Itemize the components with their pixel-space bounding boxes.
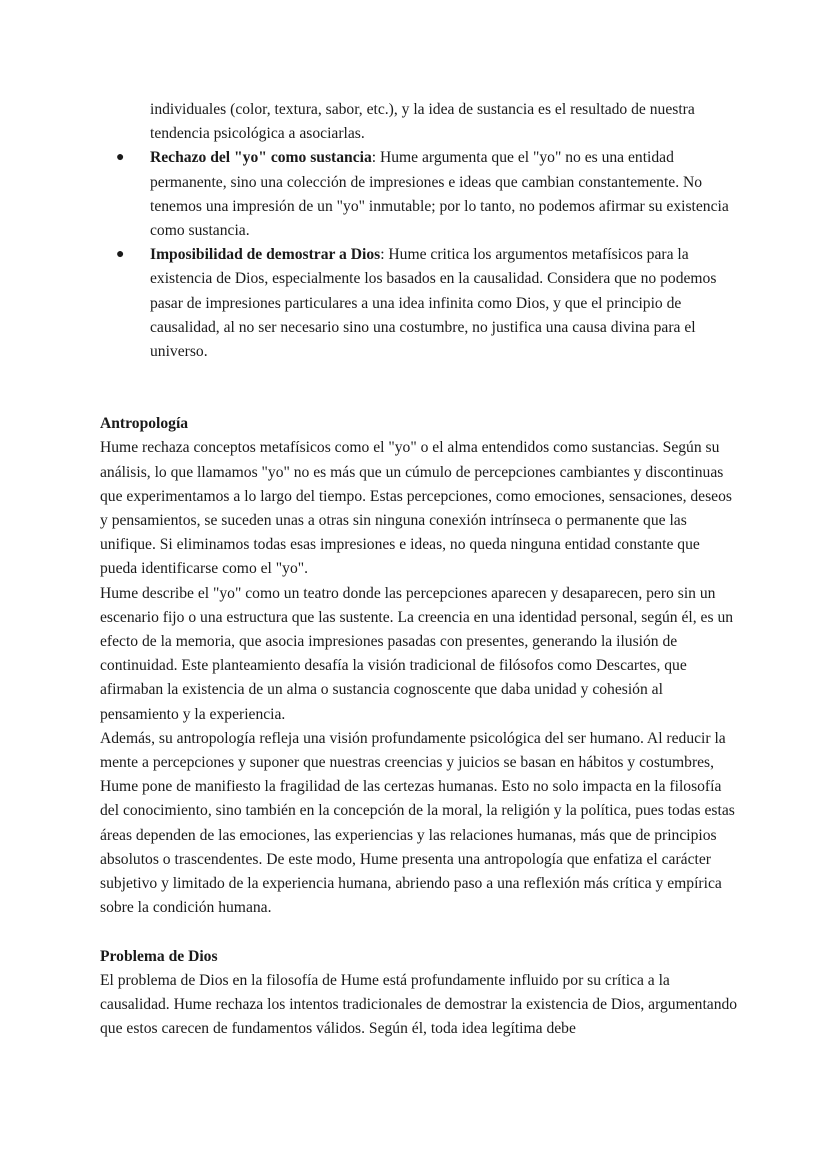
bullet-icon: ● — [116, 150, 125, 166]
bullet-list — [100, 146, 740, 364]
bullet-text: : Hume argumenta que el "yo" no es una entidad permanente, sino una colección de impresiones e ideas que cambian constantemente. No tenemos una impresión de un "yo" inmutable; por lo tanto, no podemos afirmar su existencia como sustancia. — [150, 149, 729, 240]
section-heading: Antropología — [100, 415, 189, 433]
bullet-text: : Hume critica los argumentos metafísicos para la existencia de Dios, especialmente los basados en la causalidad. Considera que no podemos pasar de impresiones particulares a una idea infinita como Dios, y que el principio de causalidad, al no ser necesario sino una costumbre, no justifica una causa divina para el universo. — [150, 246, 717, 361]
spacer — [100, 921, 740, 945]
section-antropologia — [100, 412, 740, 920]
paragraph: Hume rechaza conceptos metafísicos como el "yo" o el alma entendidos como sustancias. Según su análisis, lo que llamamos "yo" no es más que un cúmulo de percepciones cambiantes y discontinuas que experimentamos a lo largo del tiempo. Estas percepciones, como emociones, sensaciones, deseos y pensamientos, se suceden unas a otras sin ninguna conexión intrínseca o permanente que las unifique. Si eliminamos todas esas impresiones e ideas, no queda ninguna entidad constante que pueda identificarse como el "yo". — [100, 439, 732, 578]
paragraph: El problema de Dios en la filosofía de Hume está profundamente influido por su crítica a la causalidad. Hume rechaza los intentos tradicionales de demostrar la existencia de Dios, argumentando que estos carecen de fundamentos válidos. Según él, toda idea legítima debe — [100, 971, 738, 1038]
bullet-continuation-text: individuales (color, textura, sabor, etc.), y la idea de sustancia es el resultado de nuestra tendencia psicológica a asociarlas. — [150, 101, 695, 143]
bullet-icon: ● — [116, 247, 125, 263]
section-problema-de-dios — [100, 945, 740, 1042]
spacer — [100, 364, 740, 412]
bullet-item-imposibilidad-dios — [100, 243, 740, 364]
paragraph: Además, su antropología refleja una visión profundamente psicológica del ser humano. Al reducir la mente a percepciones y suponer que nuestras creencias y juicios se basan en hábitos y costumbres, Hume pone de manifiesto la fragilidad de las certezas humanas. Esto no solo impacta en la filosofía del conocimiento, sino también en la concepción de la moral, la religión y la política, pues todas estas áreas dependen de las emociones, las experiencias y las relaciones humanas, más que de principios absolutos o trascendentes. De este modo, Hume presenta una antropología que enfatiza el carácter subjetivo y limitado de la experiencia humana, abriendo paso a una reflexión más crítica y empírica sobre la condición humana. — [100, 729, 735, 917]
section-heading: Problema de Dios — [100, 947, 218, 965]
bullet-title: Imposibilidad de demostrar a Dios — [150, 246, 381, 264]
paragraph: Hume describe el "yo" como un teatro donde las percepciones aparecen y desaparecen, pero sin un escenario fijo o una estructura que las sustente. La creencia en una identidad personal, según él, es un efecto de la memoria, que asocia impresiones pasadas con presentes, generando la ilusión de continuidad. Este planteamiento desafía la visión tradicional de filósofos como Descartes, que afirmaban la existencia de un alma o sustancia cognoscente que daba unidad y cohesión al pensamiento y la experiencia. — [100, 584, 734, 723]
bullet-item-rechazo-yo — [100, 146, 740, 243]
bullet-title: Rechazo del "yo" como sustancia — [150, 149, 372, 167]
document-page — [100, 98, 740, 1041]
